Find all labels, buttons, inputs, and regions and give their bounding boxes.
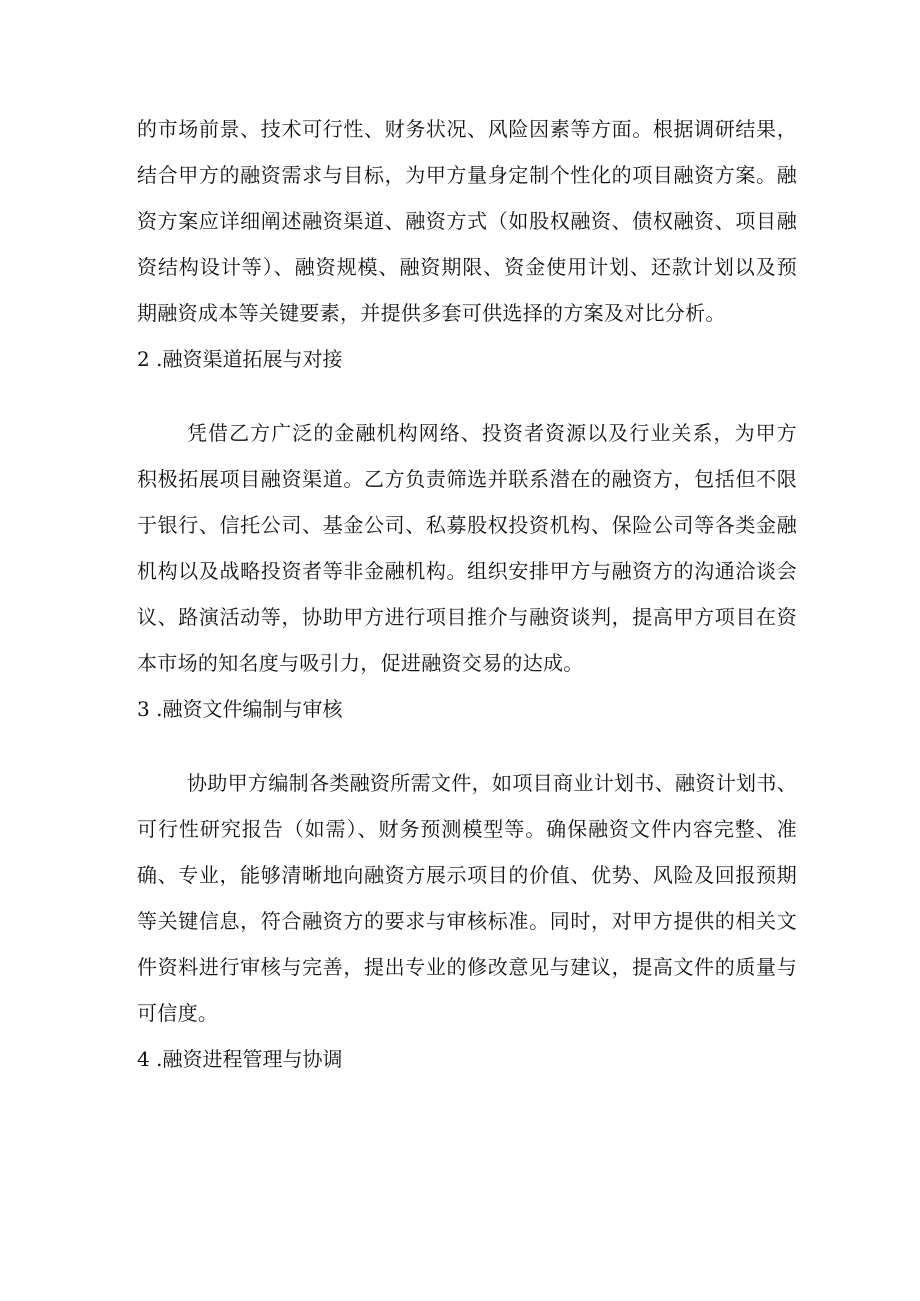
text-line: 资方案应详细阐述融资渠道、融资方式（如股权融资、债权融资、项目融 (137, 209, 797, 233)
text-line: 凭借乙方广泛的金融机构网络、投资者资源以及行业关系，为甲方 (187, 421, 797, 445)
document-body (137, 106, 797, 1082)
text-line: 期融资成本等关键要素，并提供多套可供选择的方案及对比分析。 (137, 301, 726, 325)
text-line: 可行性研究报告（如需）、财务预测模型等。确保融资文件内容完整、准 (137, 817, 797, 841)
paragraph-financing-documents (137, 760, 797, 1036)
spacer (137, 382, 797, 410)
text-line: 结合甲方的融资需求与目标，为甲方量身定制个性化的项目融资方案。融 (137, 163, 797, 187)
section-heading-2: 2 .融资渠道拓展与对接 (137, 347, 343, 371)
section-heading-4: 4 .融资进程管理与协调 (137, 1047, 343, 1071)
text-line: 协助甲方编制各类融资所需文件，如项目商业计划书、融资计划书、 (187, 771, 797, 795)
spacer (137, 732, 797, 760)
text-line: 资结构设计等）、融资规模、融资期限、资金使用计划、还款计划以及预 (137, 255, 797, 279)
text-line: 等关键信息，符合融资方的要求与审核标准。同时，对甲方提供的相关文 (137, 909, 797, 933)
text-line: 确、专业，能够清晰地向融资方展示项目的价值、优势、风险及回报预期 (137, 863, 797, 887)
text-line: 的市场前景、技术可行性、财务状况、风险因素等方面。根据调研结果， (137, 117, 797, 141)
text-line: 可信度。 (137, 1001, 219, 1025)
text-line: 机构以及战略投资者等非金融机构。组织安排甲方与融资方的沟通洽谈会 (137, 559, 797, 583)
paragraph-continuation (137, 106, 797, 336)
text-line: 议、路演活动等，协助甲方进行项目推介与融资谈判，提高甲方项目在资 (137, 605, 797, 629)
text-line: 积极拓展项目融资渠道。乙方负责筛选并联系潜在的融资方，包括但不限 (137, 467, 797, 491)
paragraph-financing-channels (137, 410, 797, 686)
text-line: 本市场的知名度与吸引力，促进融资交易的达成。 (137, 651, 584, 675)
text-line: 件资料进行审核与完善，提出专业的修改意见与建议，提高文件的质量与 (137, 955, 797, 979)
section-heading-3: 3 .融资文件编制与审核 (137, 697, 343, 721)
text-line: 于银行、信托公司、基金公司、私募股权投资机构、保险公司等各类金融 (137, 513, 797, 537)
